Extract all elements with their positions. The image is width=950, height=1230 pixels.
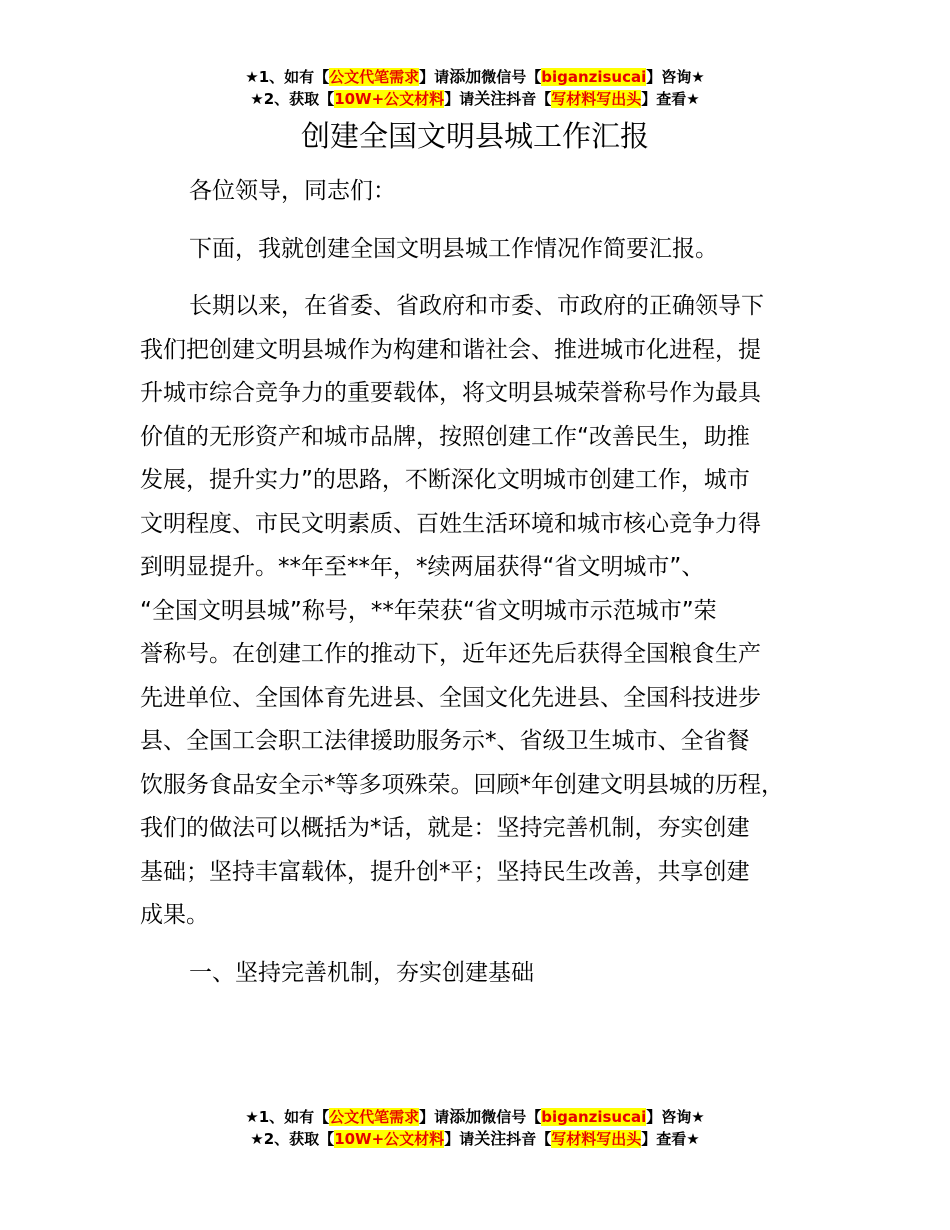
promo-highlight: biganzisucai — [541, 1108, 647, 1126]
paragraph-line: 县、全国工会职工法律援助服务示*、省级卫生城市、全省餐 — [140, 728, 750, 754]
paragraph-line: 誉称号。在创建工作的推动下，近年还先后获得全国粮食生产 — [140, 641, 761, 667]
promo-text: 】请 — [444, 1130, 475, 1148]
header-promo-line-1 — [0, 66, 950, 88]
promo-text: 添加 — [449, 1107, 482, 1126]
promo-text: 微信号【 — [481, 1108, 542, 1126]
paragraph-line: 价值的无形资产和城市品牌，按照创建工作“改善民生，助推 — [140, 423, 750, 450]
document-title: 创建全国文明县城工作汇报 — [300, 119, 649, 153]
paragraph-line: 先进单位、全国体育先进县、全国文化先进县、全国科技进步 — [140, 684, 761, 711]
promo-text: 微信号【 — [481, 68, 542, 86]
promo-highlight: 10W+公文材料 — [334, 1130, 445, 1148]
promo-text: 抖音【 — [506, 1130, 552, 1148]
promo-text: 】咨询★ — [646, 1108, 705, 1126]
paragraph-line: “全国文明县城”称号，**年荣获“省文明城市示范城市”荣 — [140, 597, 717, 624]
promo-text: 】咨询★ — [646, 68, 705, 86]
paragraph-line: 基础；坚持丰富载体，提升创*平；坚持民生改善，共享创建 — [140, 858, 750, 885]
promo-text: ★2、获取【 — [250, 90, 335, 108]
paragraph-line: 长期以来，在省委、省政府和市委、市政府的正确领导下 — [189, 293, 764, 319]
paragraph-line: 我们的做法可以概括为*话，就是：坚持完善机制，夯实创建 — [140, 815, 750, 841]
promo-highlight: 写材料写出头 — [551, 1130, 642, 1148]
paragraph-line: 饮服务食品安全示*等多项殊荣。回顾*年创建文明县城的历程， — [140, 771, 784, 798]
promo-highlight: 公文代笔需求 — [329, 68, 420, 86]
promo-text: 】查看★ — [641, 1130, 700, 1148]
promo-highlight: 10W+公文材料 — [334, 90, 445, 108]
promo-highlight: biganzisucai — [541, 68, 647, 86]
salutation: 各位领导，同志们： — [189, 178, 396, 204]
promo-highlight: 写材料写出头 — [551, 90, 642, 108]
promo-text: 】请 — [444, 90, 475, 108]
promo-text: 抖音【 — [506, 90, 552, 108]
footer-promo-line-1 — [0, 1106, 950, 1128]
intro-paragraph: 下面，我就创建全国文明县城工作情况作简要汇报。 — [189, 235, 718, 262]
section-heading: 一、坚持完善机制，夯实创建基础 — [189, 959, 534, 986]
paragraph-line: 我们把创建文明县城作为构建和谐社会、推进城市化进程，提 — [140, 336, 761, 363]
promo-text: 关注 — [474, 89, 507, 108]
promo-text: ★1、如有【 — [245, 1108, 330, 1126]
promo-text: 添加 — [449, 67, 482, 86]
promo-text: 关注 — [474, 1129, 507, 1148]
header-promo — [0, 66, 950, 110]
footer-promo-line-2 — [0, 1128, 950, 1150]
footer-promo — [0, 1106, 950, 1150]
paragraph-line: 到明显提升。**年至**年，*续两届获得“省文明城市”、 — [140, 554, 705, 580]
promo-text: 】请 — [419, 68, 450, 86]
main-paragraph — [140, 285, 830, 938]
paragraph-line: 成果。 — [140, 902, 209, 928]
paragraph-line: 升城市综合竞争力的重要载体，将文明县城荣誉称号作为最具 — [140, 380, 761, 406]
promo-highlight: 公文代笔需求 — [329, 1108, 420, 1126]
paragraph-line: 发展，提升实力”的思路，不断深化文明城市创建工作，城市 — [140, 467, 750, 493]
paragraph-line: 文明程度、市民文明素质、百姓生活环境和城市核心竞争力得 — [140, 510, 761, 537]
promo-text: 】查看★ — [641, 90, 700, 108]
promo-text: 】请 — [419, 1108, 450, 1126]
document-body — [140, 170, 830, 1009]
promo-text: ★2、获取【 — [250, 1130, 335, 1148]
header-promo-line-2 — [0, 88, 950, 110]
promo-text: ★1、如有【 — [245, 68, 330, 86]
